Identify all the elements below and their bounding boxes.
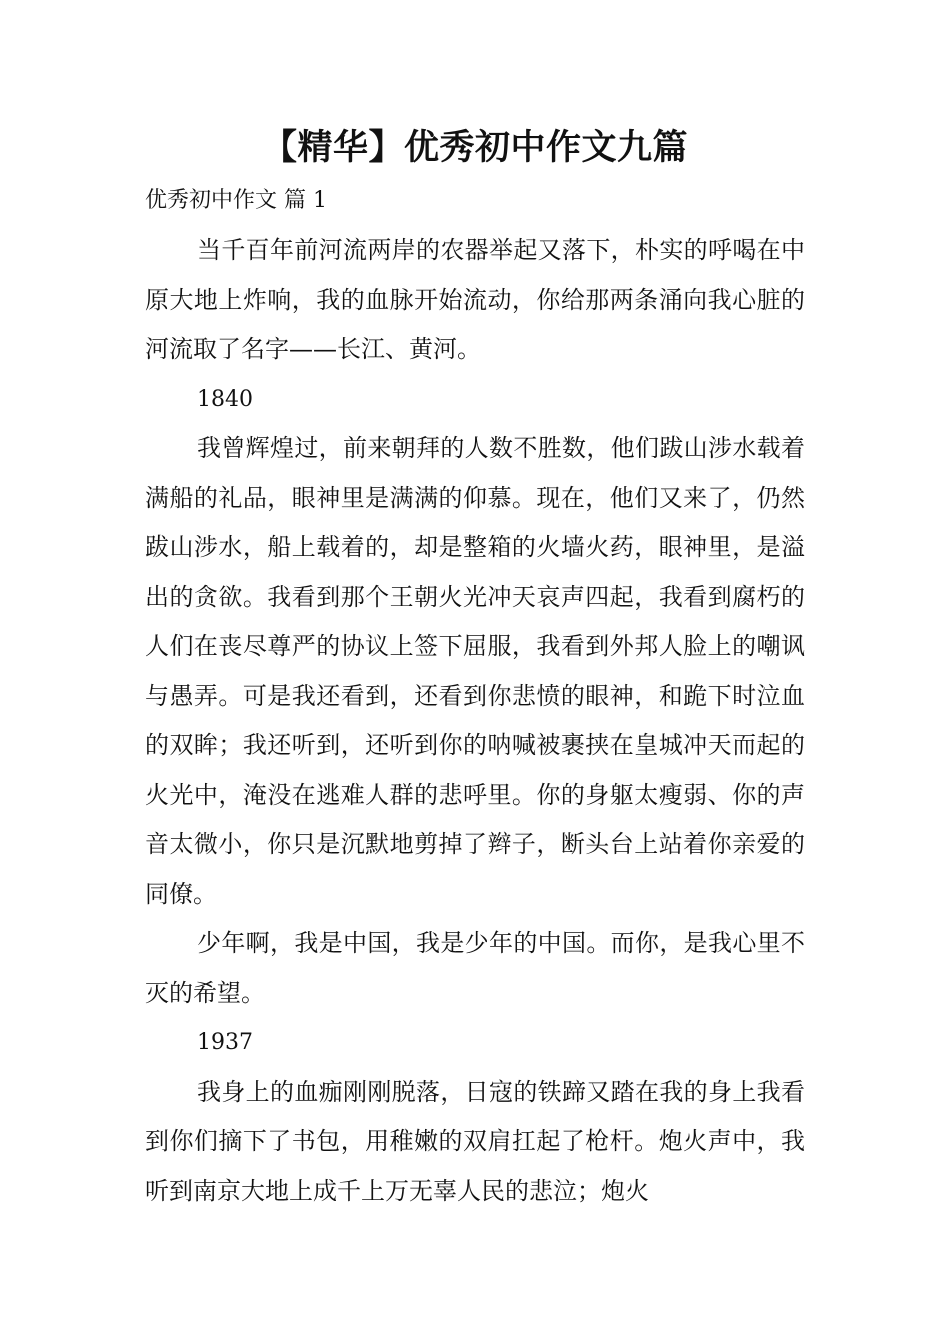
paragraph: 少年啊，我是中国，我是少年的中国。而你，是我心里不灭的希望。	[145, 929, 805, 1007]
document-title: 【精华】优秀初中作文九篇	[261, 128, 688, 168]
paragraph: 我身上的血痂刚刚脱落，日寇的铁蹄又踏在我的身上我看到你们摘下了书包，用稚嫩的双肩扛起了枪杆。炮火声中，我听到南京大地上成千上万无辜人民的悲泣；炮火	[145, 1077, 805, 1205]
year-heading: 1840	[197, 386, 253, 412]
section-heading: 优秀初中作文 篇 1	[145, 188, 327, 213]
paragraph: 我曾辉煌过，前来朝拜的人数不胜数，他们跋山涉水载着满船的礼品，眼神里是满满的仰慕。现在，他们又来了，仍然跋山涉水，船上载着的，却是整箱的火墙火药，眼神里，是溢出的贪欲。我看到那个王朝火光冲天哀声四起，我看到腐朽的人们在丧尽尊严的协议上签下屈服，我看到外邦人脸上的嘲讽与愚弄。可是我还看到，还看到你悲愤的眼神，和跪下时泣血的双眸；我还听到，还听到你的呐喊被裹挟在皇城冲天而起的火光中，淹没在逃难人群的悲呼里。你的身躯太瘦弱、你的声音太微小，你只是沉默地剪掉了辫子，断头台上站着你亲爱的同僚。	[145, 434, 805, 908]
year-heading: 1937	[197, 1030, 253, 1055]
document-body	[145, 226, 805, 1216]
paragraph: 当千百年前河流两岸的农器举起又落下，朴实的呼喝在中原大地上炸响，我的血脉开始流动，你给那两条涌向我心脏的河流取了名字——长江、黄河。	[145, 236, 805, 363]
